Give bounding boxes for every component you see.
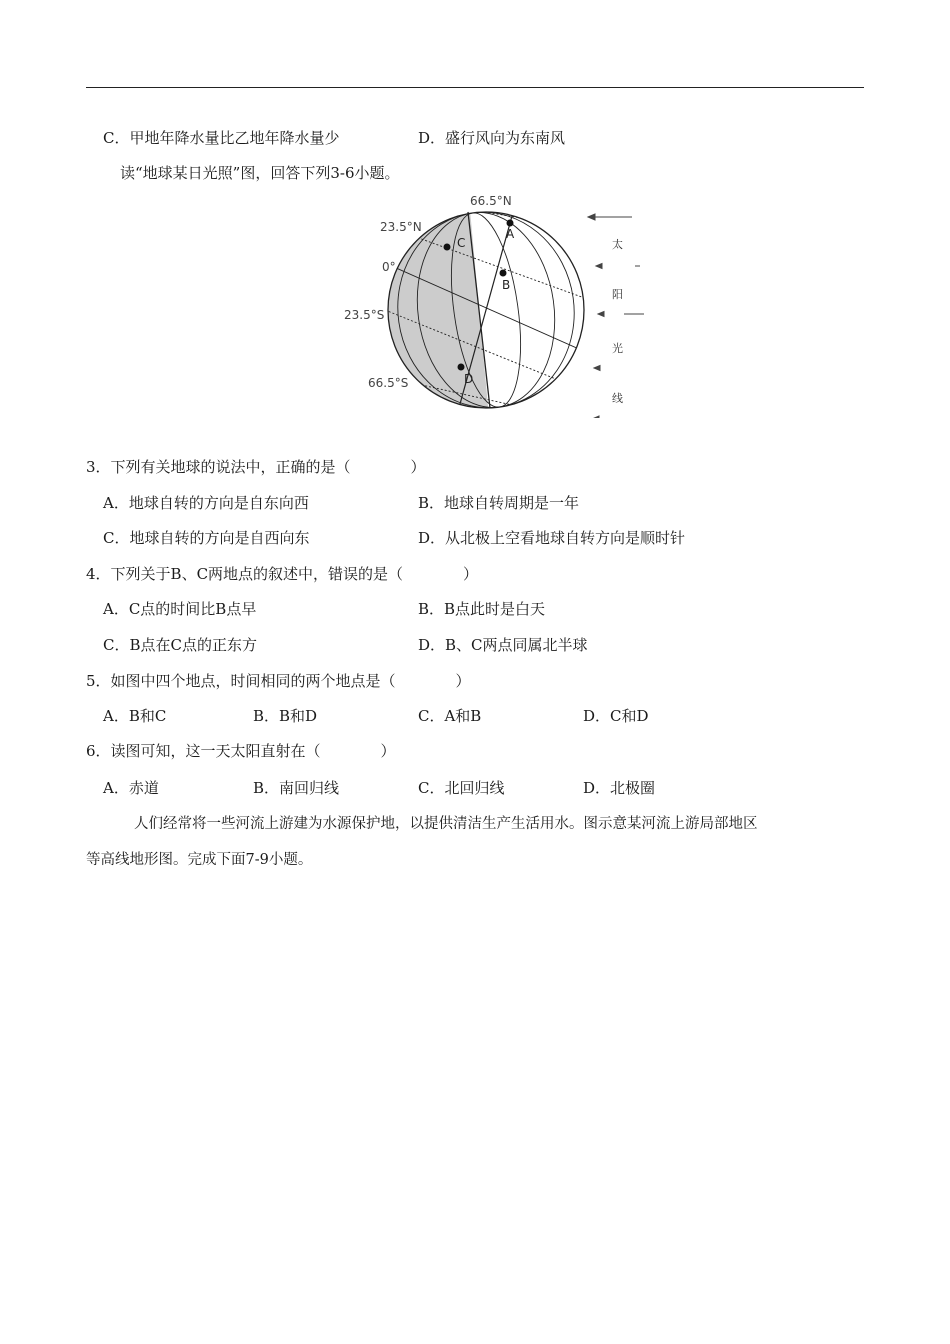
q4-option-a[interactable]: A．C点的时间比B点早 [103, 600, 257, 618]
q3-option-a[interactable]: A．地球自转的方向是自东向西 [103, 494, 309, 512]
point-d [458, 364, 465, 371]
intro-7-9-line1: 人们经常将一些河流上游建为水源保护地，以提供清洁生产生活用水。图示意某河流上游局部地区 [134, 816, 758, 832]
label-c: C [457, 236, 466, 250]
q6-option-c[interactable]: C．北回归线 [418, 779, 505, 797]
lat-label-66-5s: 66.5°S [368, 376, 409, 390]
lat-label-23-5s: 23.5°S [344, 308, 385, 322]
sun-label-1: 太 [612, 238, 623, 251]
q6-stem: 6．读图可知，这一天太阳直射在（ ） [86, 742, 396, 760]
lat-label-66-5n: 66.5°N [470, 194, 512, 208]
lat-label-23-5n: 23.5°N [380, 220, 422, 234]
intro-7-9-line2: 等高线地形图。完成下面7-9小题。 [86, 852, 313, 868]
q5-option-c[interactable]: C．A和B [418, 707, 482, 725]
q4-option-c[interactable]: C．B点在C点的正东方 [103, 636, 257, 654]
header-rule [86, 87, 864, 88]
sun-label-3: 光 [612, 342, 623, 355]
q5-option-a[interactable]: A．B和C [103, 707, 167, 725]
lat-label-0: 0° [382, 260, 396, 274]
q6-option-d[interactable]: D．北极圈 [583, 779, 656, 797]
prev-option-c: C．甲地年降水量比乙地年降水量少 [103, 129, 340, 147]
q3-option-c[interactable]: C．地球自转的方向是自西向东 [103, 529, 310, 547]
q3-option-b[interactable]: B．地球自转周期是一年 [418, 494, 580, 512]
q4-stem: 4．下列关于B、C两地点的叙述中，错误的是（ ） [86, 565, 479, 583]
sun-label-2: 阳 [612, 288, 623, 301]
intro-3-6: 读“地球某日光照”图，回答下列3-6小题。 [120, 164, 400, 182]
q3-stem: 3．下列有关地球的说法中，正确的是（ ） [86, 458, 426, 476]
label-a: A [506, 227, 515, 241]
q4-option-b[interactable]: B．B点此时是白天 [418, 600, 546, 618]
label-d: D [464, 372, 474, 386]
point-b [500, 270, 507, 277]
earth-illumination-figure [330, 188, 650, 418]
q6-option-a[interactable]: A．赤道 [103, 779, 159, 797]
q6-option-b[interactable]: B．南回归线 [253, 779, 340, 797]
sun-label-4: 线 [612, 392, 623, 405]
q3-option-d[interactable]: D．从北极上空看地球自转方向是顺时针 [418, 529, 686, 547]
point-c [444, 244, 451, 251]
q4-option-d[interactable]: D．B、C两点同属北半球 [418, 636, 588, 654]
q5-option-b[interactable]: B．B和D [253, 707, 318, 725]
label-b: B [502, 278, 511, 292]
prev-option-d: D．盛行风向为东南风 [418, 129, 566, 147]
q5-stem: 5．如图中四个地点，时间相同的两个地点是（ ） [86, 672, 471, 690]
q5-option-d[interactable]: D．C和D [583, 707, 649, 725]
point-a [507, 220, 514, 227]
